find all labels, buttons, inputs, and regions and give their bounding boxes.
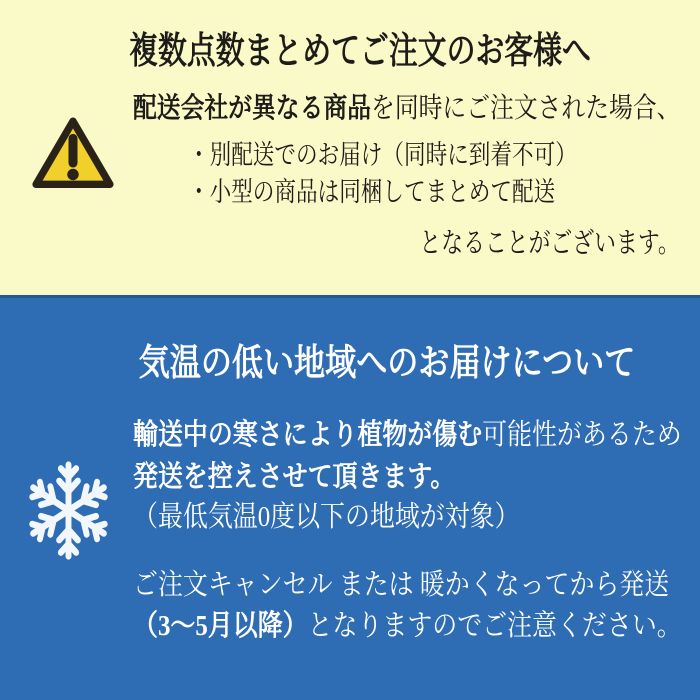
bullet-separate-shipping: ・別配送でのお届け（同時に到着不可）: [188, 140, 577, 170]
cold-region-notice-section: [0, 295, 700, 700]
multi-order-closing: となることがございます。: [419, 228, 680, 259]
cold-line1-bold-text: 輸送中の寒さにより植物が傷む: [133, 419, 483, 451]
cold-line5-bold-text: （3～5月以降）: [133, 610, 308, 642]
cold-line-hold-shipping: 発送を控えさせて頂きます。: [133, 461, 456, 493]
warning-triangle-icon: [32, 113, 114, 195]
cold-line5-regular-text: となりますのでご注意ください。: [307, 610, 682, 642]
intro-bold-text: 配送会社が異なる商品: [133, 93, 372, 124]
cold-line1-regular-text: 可能性があるため: [482, 419, 682, 451]
multi-order-intro: [133, 95, 680, 123]
cold-line-cancel-or-wait: ご注文キャンセル または 暖かくなってから発送: [133, 569, 670, 601]
cold-line-damage-risk: [133, 421, 682, 450]
snowflake-icon: [26, 458, 111, 563]
bullet-combined-shipping: ・小型の商品は同梱してまとめて配送: [188, 177, 556, 207]
cold-line-target-regions: （最低気温0度以下の地域が対象）: [133, 501, 520, 533]
intro-regular-text: を同時にご注文された場合、: [371, 93, 681, 124]
multi-order-notice-section: [0, 0, 700, 295]
cold-region-title: 気温の低い地域へのお届けについて: [138, 343, 636, 384]
multi-order-title: 複数点数まとめてご注文のお客様へ: [129, 31, 591, 72]
cold-line-months-note: [133, 612, 682, 641]
